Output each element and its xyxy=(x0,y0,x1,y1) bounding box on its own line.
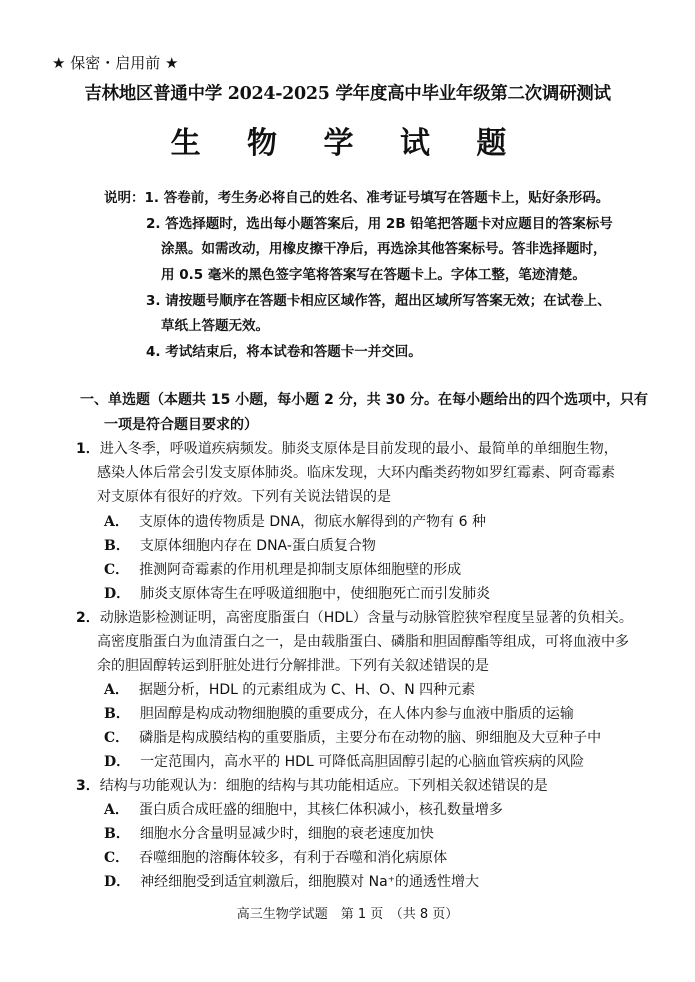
confidential-mark: ★ 保密・启用前 ★ xyxy=(52,54,179,72)
answer-option: C． 磷脂是构成膜结构的重要脂质，主要分布在动物的脑、卵细胞及大豆种子中 xyxy=(104,730,602,746)
question-stem: 感染人体后常会引发支原体肺炎。临床发现，大环内酯类药物如罗红霉素、阿奇霉素 xyxy=(97,465,615,481)
instructions-label: 说明： xyxy=(104,190,145,206)
question-number: 3． xyxy=(76,778,100,794)
page-footer: 高三生物学试题 第 1 页 （共 8 页） xyxy=(236,907,459,922)
instructions-line: 4. 考试结束后，将本试卷和答题卡一并交回。 xyxy=(146,344,422,360)
answer-option: A． 支原体的遗传物质是 DNA，彻底水解得到的产物有 6 种 xyxy=(104,514,486,530)
answer-option: D． 神经细胞受到适宜刺激后，细胞膜对 Na⁺的通透性增大 xyxy=(104,874,480,890)
answer-option: B． 胆固醇是构成动物细胞膜的重要成分，在人体内参与血液中脂质的运输 xyxy=(104,706,574,722)
question-stem: 2．动脉造影检测证明，高密度脂蛋白（HDL）含量与动脉管腔狭窄程度呈显著的负相关。 xyxy=(76,610,633,626)
instructions-line: 2. 答选择题时，选出每小题答案后，用 2B 铅笔把答题卡对应题目的答案标号 xyxy=(146,216,613,232)
instructions-line: 说明：1. 答卷前，考生务必将自己的姓名、准考证号填写在答题卡上，贴好条形码。 xyxy=(104,190,610,206)
instructions-line: 涂黑。如需改动，用橡皮擦干净后，再选涂其他答案标号。答非选择题时， xyxy=(161,241,607,257)
answer-option: B． 支原体细胞内存在 DNA-蛋白质复合物 xyxy=(104,538,376,554)
section-heading-cont: 一项是符合题目要求的） xyxy=(104,417,258,433)
instructions-line: 草纸上答题无效。 xyxy=(161,318,269,334)
answer-option: A． 蛋白质合成旺盛的细胞中，其核仁体积减小，核孔数量增多 xyxy=(104,802,503,818)
answer-option: C． 吞噬细胞的溶酶体较多，有利于吞噬和消化病原体 xyxy=(104,850,448,866)
answer-option: D． 肺炎支原体寄生在呼吸道细胞中，使细胞死亡而引发肺炎 xyxy=(104,586,491,602)
question-stem: 3．结构与功能观认为：细胞的结构与其功能相适应。下列相关叙述错误的是 xyxy=(76,778,548,794)
question-number: 2． xyxy=(76,610,100,626)
question-number: 1． xyxy=(76,441,100,457)
answer-option: B． 细胞水分含量明显减少时，细胞的衰老速度加快 xyxy=(104,826,434,842)
exam-name: 吉林地区普通中学 2024-2025 学年度高中毕业年级第二次调研测试 xyxy=(84,84,611,104)
answer-option: C． 推测阿奇霉素的作用机理是抑制支原体细胞壁的形成 xyxy=(104,562,462,578)
question-stem: 对支原体有很好的疗效。下列有关说法错误的是 xyxy=(97,489,391,505)
answer-option: A． 据题分析，HDL 的元素组成为 C、H、O、N 四种元素 xyxy=(104,682,476,698)
section-heading: 一、单选题（本题共 15 小题，每小题 2 分，共 30 分。在每小题给出的四个选项中，只有 xyxy=(80,392,648,408)
instructions-line: 用 0.5 毫米的黑色签字笔将答案写在答题卡上。字体工整，笔迹清楚。 xyxy=(161,267,586,283)
instructions-line: 3. 请按题号顺序在答题卡相应区域作答，超出区域所写答案无效；在试卷上、 xyxy=(146,293,611,309)
question-stem: 高密度脂蛋白为血清蛋白之一，是由载脂蛋白、磷脂和胆固醇酯等组成，可将血液中多 xyxy=(97,634,629,650)
question-stem: 1．进入冬季，呼吸道疾病频发。肺炎支原体是目前发现的最小、最简单的单细胞生物， xyxy=(76,441,618,457)
answer-option: D． 一定范围内，高水平的 HDL 可降低高胆固醇引起的心脑血管疾病的风险 xyxy=(104,754,585,770)
question-stem: 余的胆固醇转运到肝脏处进行分解排泄。下列有关叙述错误的是 xyxy=(97,658,489,674)
page-title: 生 物 学 试 题 xyxy=(170,126,525,161)
